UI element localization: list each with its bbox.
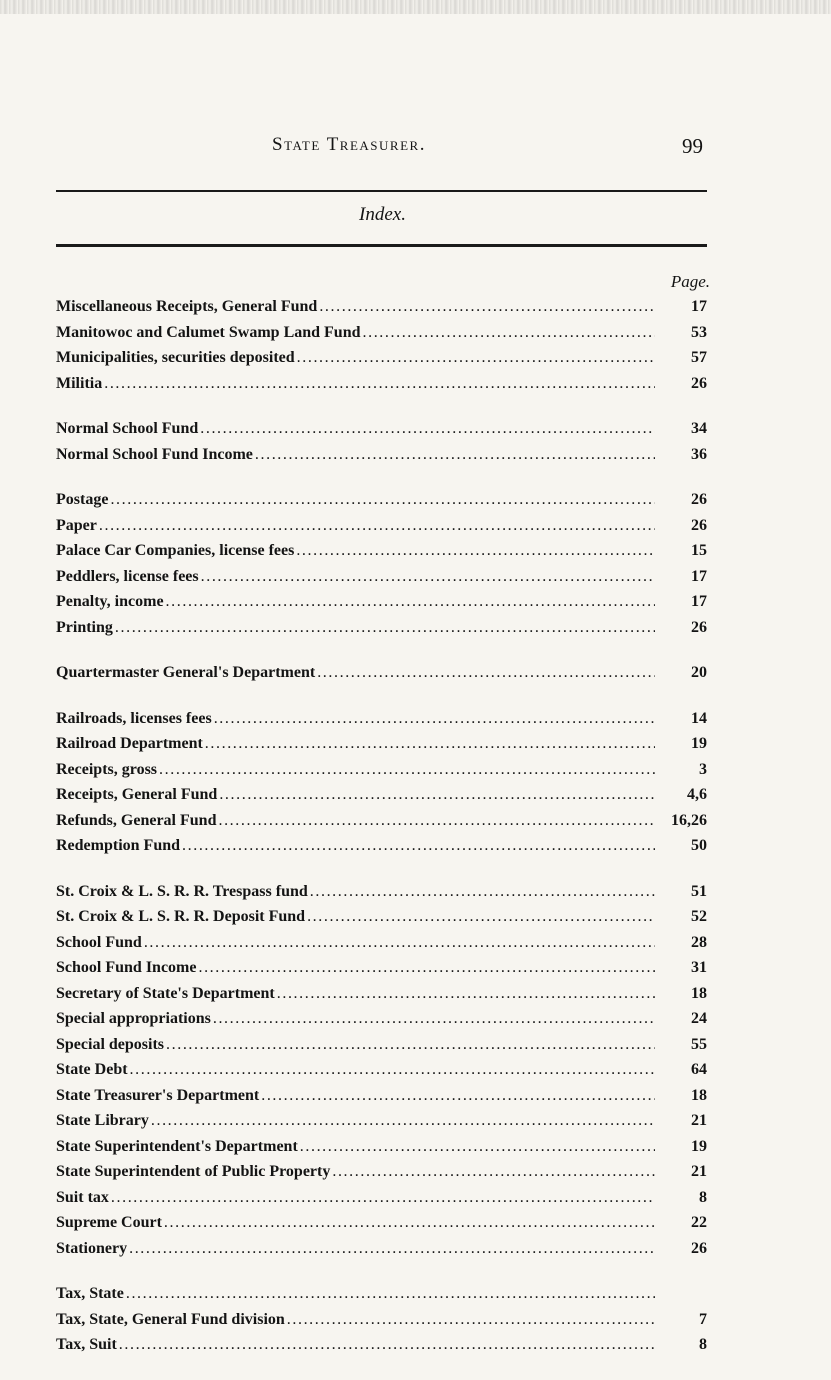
index-entry-label: Suit tax xyxy=(56,1188,109,1206)
index-entry xyxy=(56,757,707,783)
dot-leader xyxy=(255,442,655,468)
index-entry-label: Peddlers, license fees xyxy=(56,567,199,585)
dot-leader xyxy=(104,371,655,397)
index-entry xyxy=(56,1210,707,1236)
dot-leader xyxy=(144,930,655,956)
dot-leader xyxy=(218,808,655,834)
running-title: State Treasurer. xyxy=(272,134,426,155)
index-entry-label: State Superintendent's Department xyxy=(56,1137,298,1155)
dot-leader xyxy=(261,1083,655,1109)
index-entry-page: 64 xyxy=(691,1061,707,1078)
index-entry xyxy=(56,487,707,513)
index-entry xyxy=(56,981,707,1007)
index-entry-page: 3 xyxy=(699,760,707,778)
group-spacer xyxy=(56,396,707,416)
index-entry-page: 24 xyxy=(691,1010,707,1027)
index-entry-page: 20 xyxy=(691,664,707,681)
dot-leader xyxy=(110,487,655,513)
index-entry-page: 26 xyxy=(691,516,707,534)
index-entry xyxy=(56,442,707,468)
index-entry-label: St. Croix & L. S. R. R. Trespass fund xyxy=(56,882,308,900)
index-entry-page: 21 xyxy=(691,1163,707,1180)
group-spacer xyxy=(56,686,707,706)
index-entry xyxy=(56,879,707,905)
page-header xyxy=(0,134,831,164)
index-entry-page: 22 xyxy=(691,1214,707,1231)
index-entry-page: 36 xyxy=(691,445,707,463)
dot-leader xyxy=(99,513,655,539)
index-entry xyxy=(56,955,707,981)
dot-leader xyxy=(319,294,655,320)
top-rule xyxy=(56,190,707,192)
index-entry xyxy=(56,660,707,686)
index-entry xyxy=(56,706,707,732)
page-number: 99 xyxy=(682,134,703,158)
index-entry-label: Special appropriations xyxy=(56,1010,211,1027)
index-entry-label: Tax, State, General Fund division xyxy=(56,1310,285,1328)
index-entry-page: 7 xyxy=(699,1310,707,1328)
dot-leader xyxy=(201,564,655,590)
dot-leader xyxy=(277,981,655,1007)
index-entry-label: Railroads, licenses fees xyxy=(56,709,212,727)
index-entry-page: 55 xyxy=(691,1035,707,1053)
dot-leader xyxy=(332,1159,655,1185)
index-entry-page: 26 xyxy=(691,618,707,636)
index-entry-label: Militia xyxy=(56,374,103,392)
dot-leader xyxy=(200,416,655,442)
dot-leader xyxy=(126,1281,655,1307)
index-entry-label: Supreme Court xyxy=(56,1214,162,1231)
index-entry-page: 21 xyxy=(691,1112,707,1129)
index-entry-label: Normal School Fund xyxy=(56,420,199,437)
index-entry xyxy=(56,345,707,371)
index-entry xyxy=(56,371,707,397)
page-column-header: Page. xyxy=(670,272,710,291)
index-entry-page: 52 xyxy=(691,908,707,925)
index-entry-page: 19 xyxy=(691,1137,707,1155)
index-entry-label: Railroad Department xyxy=(56,735,203,752)
index-entry-label: Refunds, General Fund xyxy=(56,811,217,829)
index-entry-label: Municipalities, securities deposited xyxy=(56,349,295,366)
dot-leader xyxy=(198,955,655,981)
index-entry xyxy=(56,1185,707,1211)
index-entry-page: 18 xyxy=(691,984,707,1002)
dot-leader xyxy=(363,320,656,346)
index-entry-page: 53 xyxy=(691,323,707,341)
index-entry-label: Special deposits xyxy=(56,1035,165,1053)
dot-leader xyxy=(182,833,655,859)
dot-leader xyxy=(119,1332,655,1358)
index-entry-label: State Debt xyxy=(56,1061,128,1078)
index-entry-page: 57 xyxy=(691,349,707,366)
index-entry-label: Printing xyxy=(56,618,113,636)
index-entry xyxy=(56,1134,707,1160)
page-edge-speckle xyxy=(0,0,831,14)
index-entry-page: 17 xyxy=(691,298,707,315)
index-entry xyxy=(56,1281,707,1307)
index-entry-label: School Fund Income xyxy=(56,959,197,976)
index-entry-label: St. Croix & L. S. R. R. Deposit Fund xyxy=(56,908,306,925)
section-title: Index. xyxy=(359,204,406,225)
index-entry xyxy=(56,1307,707,1333)
index-entry xyxy=(56,731,707,757)
index-entry-label: Miscellaneous Receipts, General Fund xyxy=(56,298,318,315)
index-entry-page: 50 xyxy=(691,837,707,854)
index-entry-page: 26 xyxy=(691,491,707,508)
dot-leader xyxy=(166,589,655,615)
index-entry xyxy=(56,808,707,834)
index-entry xyxy=(56,320,707,346)
index-entry-page: 14 xyxy=(691,709,707,727)
index-entry xyxy=(56,1006,707,1032)
dot-leader xyxy=(300,1134,655,1160)
index-entry xyxy=(56,589,707,615)
index-entry xyxy=(56,1108,707,1134)
bottom-rule xyxy=(56,244,707,247)
index-entry-label: State Library xyxy=(56,1112,149,1129)
dot-leader xyxy=(151,1108,655,1134)
dot-leader xyxy=(296,538,655,564)
index-entry-page: 31 xyxy=(691,959,707,976)
index-entry-label: Receipts, gross xyxy=(56,760,158,778)
index-entry xyxy=(56,416,707,442)
index-entry xyxy=(56,1083,707,1109)
index-entry-label: Penalty, income xyxy=(56,593,164,610)
group-spacer xyxy=(56,1261,707,1281)
index-entry-page: 26 xyxy=(691,1239,707,1257)
index-entry-label: Stationery xyxy=(56,1239,128,1257)
index-entry xyxy=(56,564,707,590)
dot-leader xyxy=(317,660,655,686)
index-entry xyxy=(56,1159,707,1185)
index-list xyxy=(56,294,707,1358)
index-entry-label: Redemption Fund xyxy=(56,837,181,854)
dot-leader xyxy=(219,782,655,808)
index-entry-label: Normal School Fund Income xyxy=(56,445,253,463)
dot-leader xyxy=(159,757,655,783)
index-entry-page: 8 xyxy=(699,1336,707,1353)
dot-leader xyxy=(164,1210,655,1236)
index-entry-page: 16,26 xyxy=(671,811,707,829)
dot-leader xyxy=(297,345,655,371)
dot-leader xyxy=(129,1236,655,1262)
index-entry-page: 17 xyxy=(691,567,707,585)
dot-leader xyxy=(205,731,655,757)
index-entry xyxy=(56,833,707,859)
index-entry-page: 28 xyxy=(691,933,707,951)
index-entry-label: School Fund xyxy=(56,933,142,951)
index-entry xyxy=(56,1032,707,1058)
index-entry-page: 26 xyxy=(691,374,707,392)
dot-leader xyxy=(214,706,655,732)
index-entry xyxy=(56,1057,707,1083)
dot-leader xyxy=(287,1307,655,1333)
index-entry-label: Postage xyxy=(56,491,109,508)
index-entry-page: 15 xyxy=(691,542,707,559)
index-entry-page: 34 xyxy=(691,420,707,437)
index-entry xyxy=(56,930,707,956)
dot-leader xyxy=(166,1032,655,1058)
index-entry-label: Secretary of State's Department xyxy=(56,984,275,1002)
index-entry-label: Tax, State xyxy=(56,1285,124,1302)
dot-leader xyxy=(307,904,655,930)
index-entry-label: Palace Car Companies, license fees xyxy=(56,542,295,559)
index-entry xyxy=(56,782,707,808)
index-entry-page: 17 xyxy=(691,593,707,610)
dot-leader xyxy=(310,879,655,905)
group-spacer xyxy=(56,640,707,660)
index-entry-label: State Treasurer's Department xyxy=(56,1086,260,1104)
index-entry-label: Paper xyxy=(56,516,97,534)
index-entry-label: Quartermaster General's Department xyxy=(56,664,316,681)
index-entry xyxy=(56,615,707,641)
group-spacer xyxy=(56,859,707,879)
dot-leader xyxy=(130,1057,655,1083)
index-entry-label: Receipts, General Fund xyxy=(56,786,218,803)
dot-leader xyxy=(213,1006,655,1032)
index-entry-label: Manitowoc and Calumet Swamp Land Fund xyxy=(56,323,361,341)
index-entry xyxy=(56,1236,707,1262)
index-entry-page: 4,6 xyxy=(687,786,707,803)
index-entry xyxy=(56,294,707,320)
index-entry-page: 19 xyxy=(691,735,707,752)
index-entry xyxy=(56,1332,707,1358)
index-entry xyxy=(56,513,707,539)
index-entry-label: State Superintendent of Public Property xyxy=(56,1163,331,1180)
index-entry-page: 8 xyxy=(699,1188,707,1206)
dot-leader xyxy=(111,1185,655,1211)
index-entry-page: 18 xyxy=(691,1086,707,1104)
index-entry-page: 51 xyxy=(691,882,707,900)
index-entry xyxy=(56,538,707,564)
index-entry-label: Tax, Suit xyxy=(56,1336,117,1353)
dot-leader xyxy=(115,615,655,641)
group-spacer xyxy=(56,467,707,487)
index-entry xyxy=(56,904,707,930)
